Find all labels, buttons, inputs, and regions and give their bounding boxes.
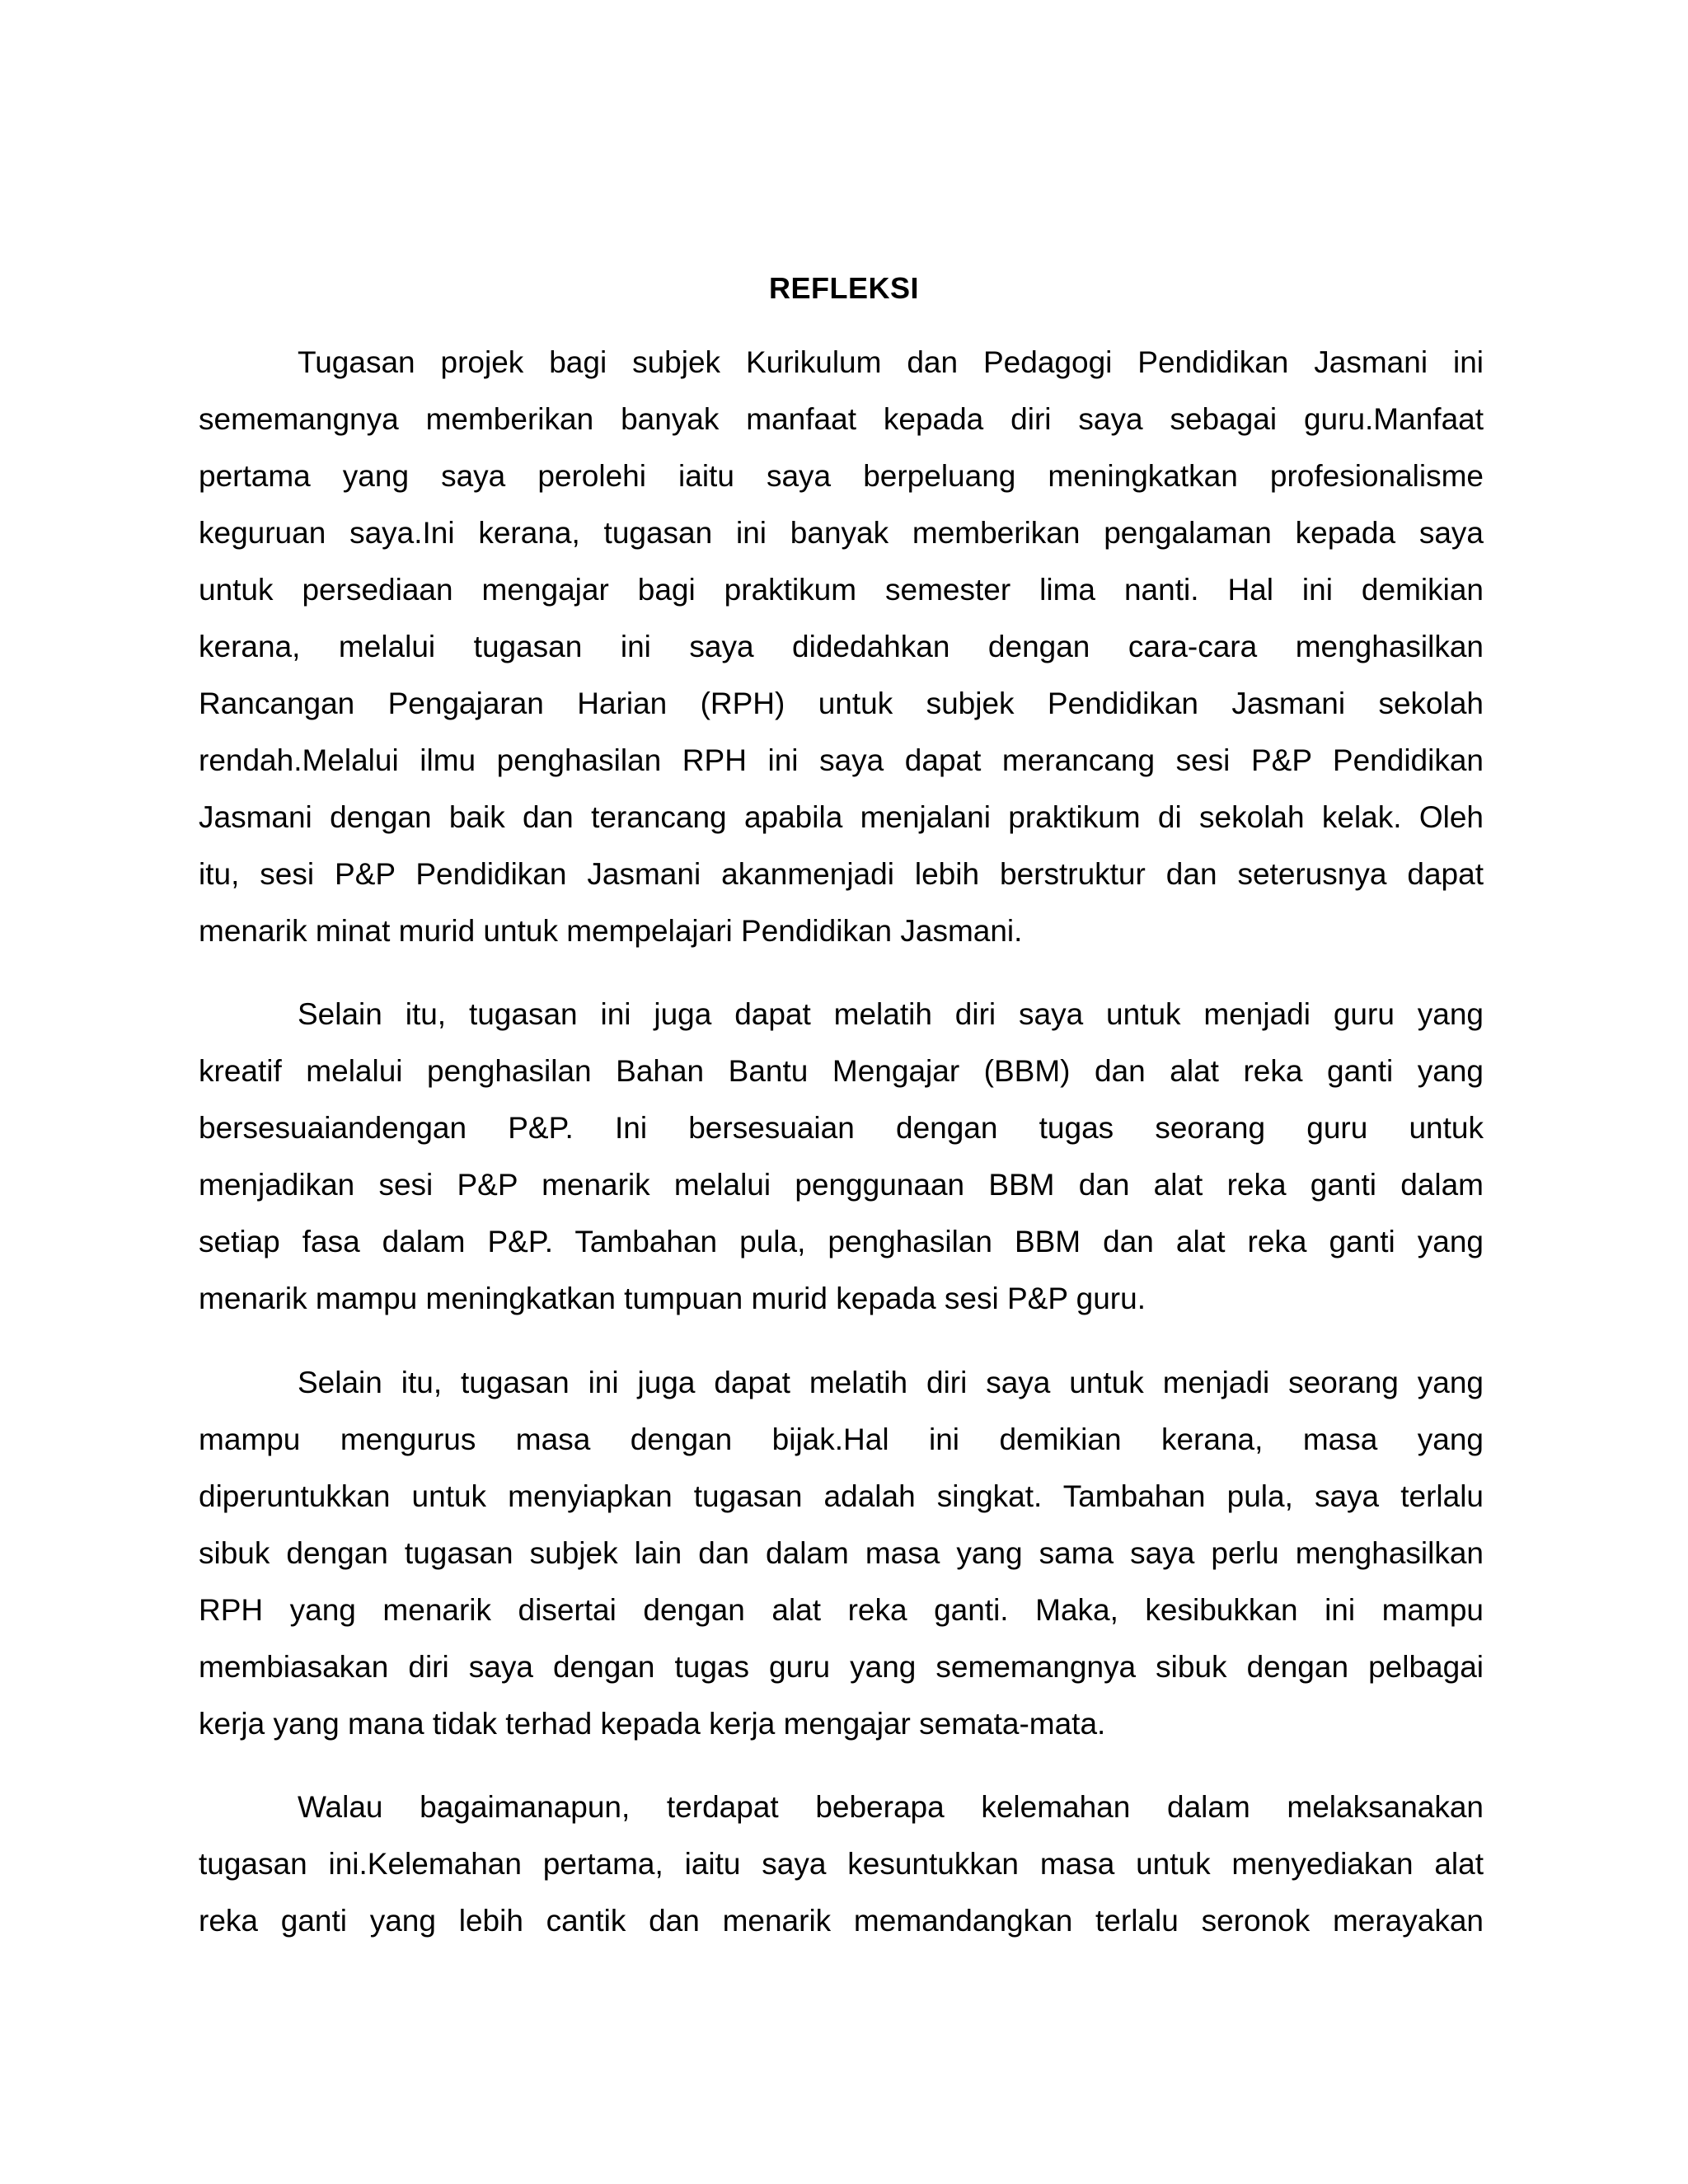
paragraph-line: tugasan ini.Kelemahan pertama, iaitu saya kesuntukkan masa untuk menyediakan alat xyxy=(199,1847,1484,1881)
paragraph-line: sememangnya memberikan banyak manfaat kepada diri saya sebagai guru.Manfaat xyxy=(199,402,1484,436)
paragraph-2 xyxy=(199,986,1484,1327)
paragraph-4 xyxy=(199,1779,1484,1949)
paragraph-line: RPH yang menarik disertai dengan alat reka ganti. Maka, kesibukkan ini mampu xyxy=(199,1593,1484,1627)
paragraph-line: untuk persediaan mengajar bagi praktikum semester lima nanti. Hal ini demikian xyxy=(199,573,1484,607)
paragraph-line: kerja yang mana tidak terhad kepada kerja mengajar semata-mata. xyxy=(199,1707,1106,1741)
paragraph-line: Selain itu, tugasan ini juga dapat melatih diri saya untuk menjadi guru yang xyxy=(298,997,1484,1031)
paragraph-line: kreatif melalui penghasilan Bahan Bantu Mengajar (BBM) dan alat reka ganti yang xyxy=(199,1054,1484,1088)
paragraph-line: Tugasan projek bagi subjek Kurikulum dan Pedagogi Pendidikan Jasmani ini xyxy=(298,345,1484,379)
paragraph-line: diperuntukkan untuk menyiapkan tugasan adalah singkat. Tambahan pula, saya terlalu xyxy=(199,1479,1484,1513)
paragraph-line: mampu mengurus masa dengan bijak.Hal ini demikian kerana, masa yang xyxy=(199,1422,1484,1456)
paragraph-line: pertama yang saya perolehi iaitu saya berpeluang meningkatkan profesionalisme xyxy=(199,459,1484,493)
document-title: REFLEKSI xyxy=(768,271,919,305)
paragraph-line: menjadikan sesi P&P menarik melalui penggunaan BBM dan alat reka ganti dalam xyxy=(199,1168,1484,1202)
paragraph-line: keguruan saya.Ini kerana, tugasan ini banyak memberikan pengalaman kepada saya xyxy=(199,516,1484,550)
paragraph-line: kerana, melalui tugasan ini saya didedahkan dengan cara-cara menghasilkan xyxy=(199,630,1484,663)
paragraph-line: menarik mampu meningkatkan tumpuan murid kepada sesi P&P guru. xyxy=(199,1282,1146,1315)
paragraph-line: Jasmani dengan baik dan terancang apabila menjalani praktikum di sekolah kelak. Oleh xyxy=(199,800,1484,834)
paragraph-3 xyxy=(199,1354,1484,1752)
paragraph-line: rendah.Melalui ilmu penghasilan RPH ini saya dapat merancang sesi P&P Pendidikan xyxy=(199,743,1484,777)
paragraph-line: reka ganti yang lebih cantik dan menarik memandangkan terlalu seronok merayakan xyxy=(199,1904,1484,1938)
paragraph-line: bersesuaiandengan P&P. Ini bersesuaian dengan tugas seorang guru untuk xyxy=(199,1111,1484,1145)
paragraph-line: Rancangan Pengajaran Harian (RPH) untuk subjek Pendidikan Jasmani sekolah xyxy=(199,687,1484,720)
paragraph-line: setiap fasa dalam P&P. Tambahan pula, penghasilan BBM dan alat reka ganti yang xyxy=(199,1225,1484,1258)
paragraph-line: Walau bagaimanapun, terdapat beberapa kelemahan dalam melaksanakan xyxy=(298,1790,1484,1824)
paragraph-line: membiasakan diri saya dengan tugas guru yang sememangnya sibuk dengan pelbagai xyxy=(199,1650,1484,1684)
paragraph-line: itu, sesi P&P Pendidikan Jasmani akanmenjadi lebih berstruktur dan seterusnya dapat xyxy=(199,857,1484,891)
paragraph-line: menarik minat murid untuk mempelajari Pendidikan Jasmani. xyxy=(199,914,1023,948)
paragraph-line: sibuk dengan tugasan subjek lain dan dalam masa yang sama saya perlu menghasilkan xyxy=(199,1536,1484,1570)
paragraph-line: Selain itu, tugasan ini juga dapat melatih diri saya untuk menjadi seorang yang xyxy=(298,1366,1484,1399)
paragraph-1 xyxy=(199,334,1484,959)
